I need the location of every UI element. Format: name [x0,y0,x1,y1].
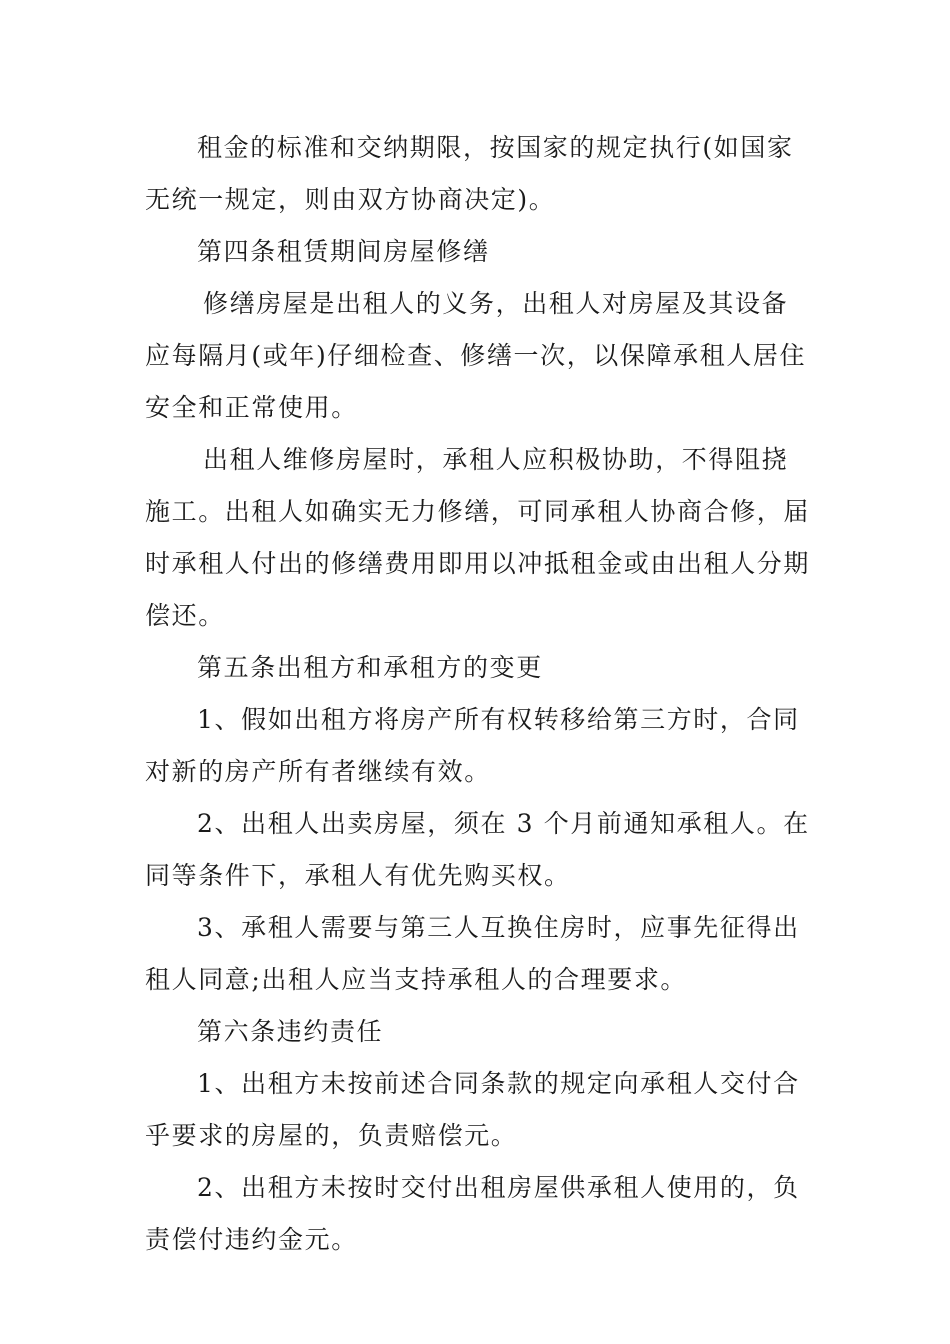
paragraph-sale-notice: 2、出租人出卖房屋，须在 3 个月前通知承租人。在同等条件下，承租人有优先购买权。 [145,809,810,890]
document-body [145,122,810,1266]
paragraph-rent-standard: 租金的标准和交纳期限，按国家的规定执行(如国家无统一规定，则由双方协商决定)。 [145,133,794,214]
paragraph-repair-cooperation: 出租人维修房屋时，承租人应积极协助，不得阻挠施工。出租人如确实无力修缮，可同承租人协商合修，届时承租人付出的修缮费用即用以冲抵租金或由出租人分期偿还。 [145,445,811,630]
section-heading-article-4: 第四条租赁期间房屋修缮 [197,237,490,266]
paragraph-breach-nonconforming: 1、出租方未按前述合同条款的规定向承租人交付合乎要求的房屋的，负责赔偿元。 [145,1069,800,1150]
section-heading-article-5: 第五条出租方和承租方的变更 [197,653,543,682]
paragraph-housing-exchange: 3、承租人需要与第三人互换住房时，应事先征得出租人同意;出租人应当支持承租人的合理要求。 [145,913,800,994]
paragraph-repair-duty: 修缮房屋是出租人的义务，出租人对房屋及其设备应每隔月(或年)仔细检查、修缮一次，以保障承租人居住安全和正常使用。 [145,289,807,422]
paragraph-ownership-transfer: 1、假如出租方将房产所有权转移给第三方时，合同对新的房产所有者继续有效。 [145,705,800,786]
paragraph-breach-late-delivery: 2、出租方未按时交付出租房屋供承租人使用的，负责偿付违约金元。 [145,1173,800,1254]
section-heading-article-6: 第六条违约责任 [197,1017,384,1046]
